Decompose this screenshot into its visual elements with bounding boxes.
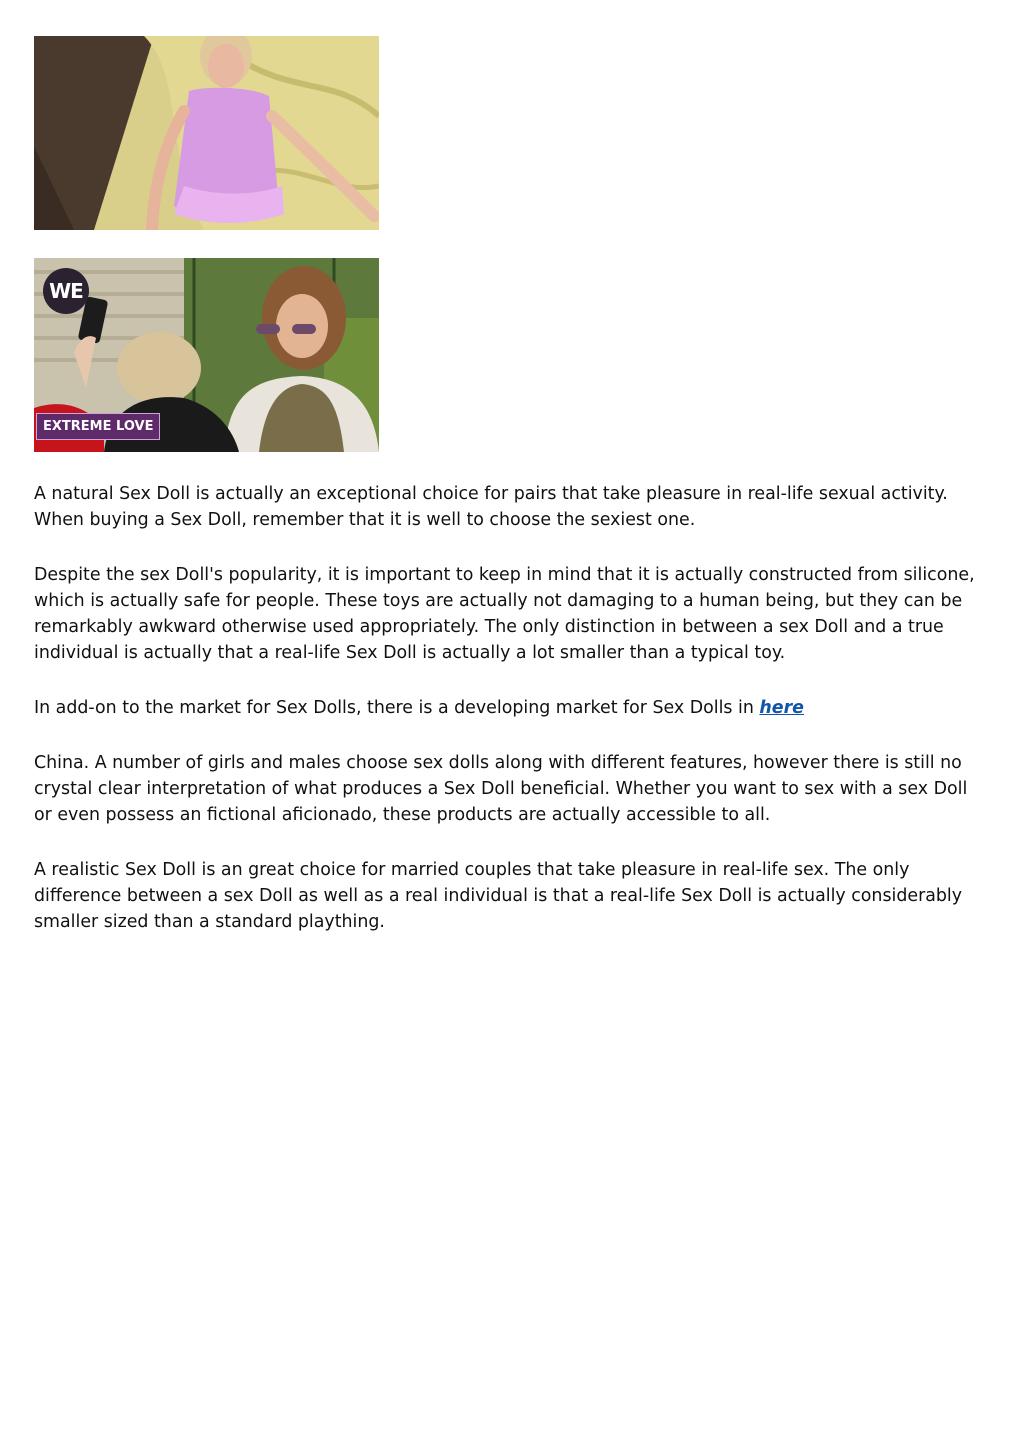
paragraph-4: China. A number of girls and males choose sex dolls along with different features, however there is still no crystal clear interpretation of what produces a Sex Doll beneficial. Whether you want to sex with a sex Doll or even possess an fictional aficionado, these products are actually accessible to all. (34, 753, 968, 825)
channel-logo-badge: WE (43, 268, 89, 314)
article-body (34, 481, 990, 964)
photo-doll-outdoor (34, 258, 379, 452)
show-title-badge: EXTREME LOVE (36, 413, 160, 440)
photo-doll-lying (34, 36, 379, 230)
here-link[interactable]: here (759, 698, 804, 718)
paragraph-3-text: In add-on to the market for Sex Dolls, there is a developing market for Sex Dolls in (34, 698, 760, 718)
paragraph-5: A realistic Sex Doll is an great choice for married couples that take pleasure in real-life sex. The only difference between a sex Doll as well as a real individual is that a real-life Sex Doll is actually considerably smaller sized than a standard plaything. (34, 860, 963, 932)
paragraph-3 (34, 695, 990, 721)
paragraph-2: Despite the sex Doll's popularity, it is important to keep in mind that it is actually constructed from silicone, which is actually safe for people. These toys are actually not damaging to a human being, but they can be remarkably awkward otherwise used appropriately. The only distinction in between a sex Doll and a true individual is actually that a real-life Sex Doll is actually a lot smaller than a typical toy. (34, 565, 975, 663)
photo-doll-lying-image (34, 36, 379, 230)
paragraph-1: A natural Sex Doll is actually an exceptional choice for pairs that take pleasure in real-life sexual activity. When buying a Sex Doll, remember that it is well to choose the sexiest one. (34, 484, 948, 530)
